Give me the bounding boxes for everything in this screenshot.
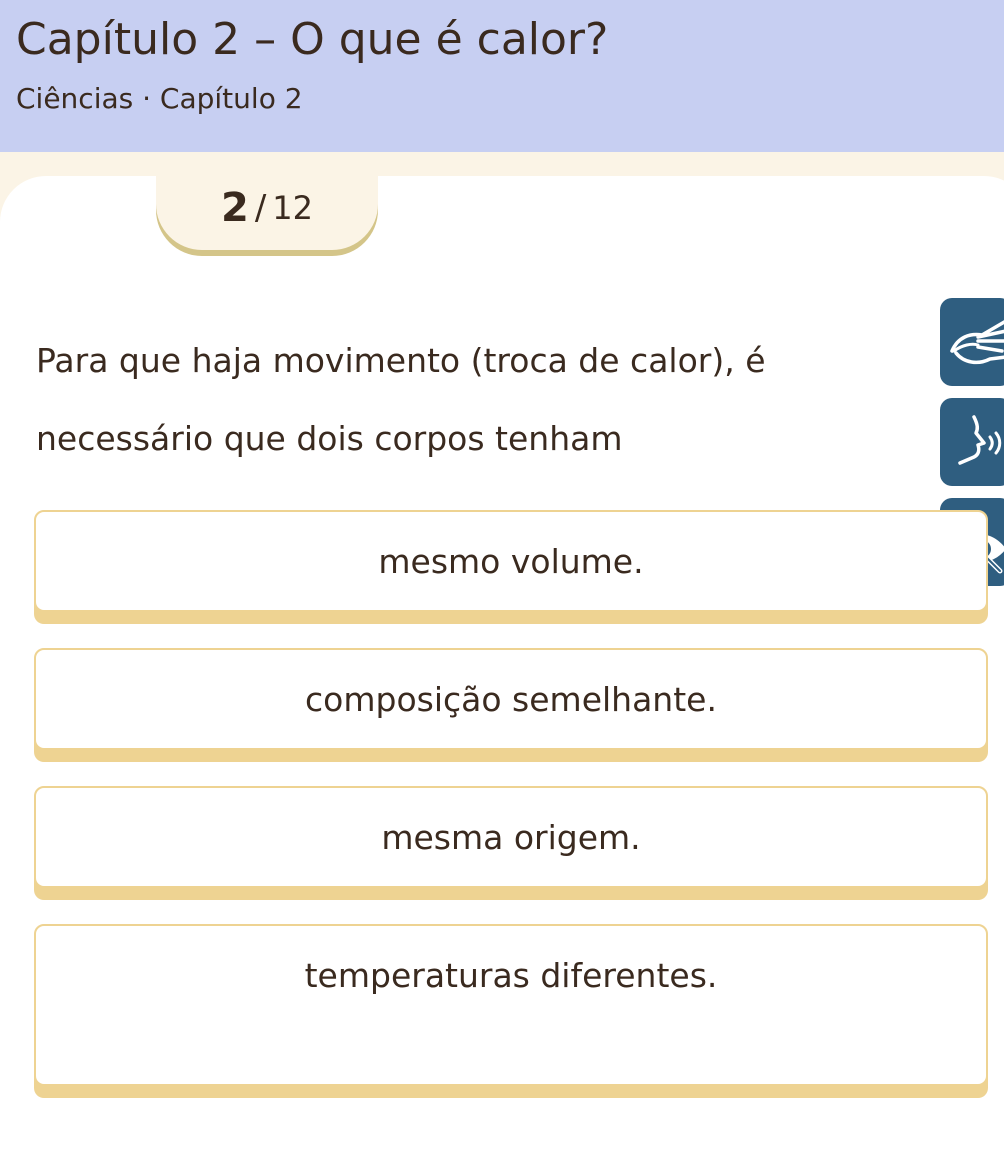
header bbox=[0, 0, 1004, 152]
answer-option-label: composição semelhante. bbox=[305, 680, 717, 719]
counter-current: 2 bbox=[220, 185, 249, 231]
question-line-2: necessário que dois corpos tenham bbox=[36, 419, 623, 458]
page-subtitle: Ciências · Capítulo 2 bbox=[16, 82, 303, 115]
answer-option-label: temperaturas diferentes. bbox=[304, 956, 718, 995]
sign-language-button[interactable] bbox=[940, 298, 1004, 386]
answer-option-label: mesma origem. bbox=[381, 818, 641, 857]
audio-button[interactable] bbox=[940, 398, 1004, 486]
page-title: Capítulo 2 – O que é calor? bbox=[16, 14, 609, 65]
question-line-1: Para que haja movimento (troca de calor), é bbox=[36, 341, 766, 380]
answer-option-2[interactable] bbox=[34, 648, 988, 750]
question-text bbox=[36, 322, 916, 478]
answer-option-1[interactable] bbox=[34, 510, 988, 612]
answer-option-label: mesmo volume. bbox=[378, 542, 644, 581]
question-counter bbox=[156, 166, 378, 250]
counter-total: 12 bbox=[272, 189, 314, 227]
sign-language-icon bbox=[948, 307, 1004, 377]
counter-separator: / bbox=[254, 188, 267, 228]
answer-option-3[interactable] bbox=[34, 786, 988, 888]
answer-option-4[interactable] bbox=[34, 924, 988, 1086]
audio-speaking-icon bbox=[948, 407, 1004, 477]
